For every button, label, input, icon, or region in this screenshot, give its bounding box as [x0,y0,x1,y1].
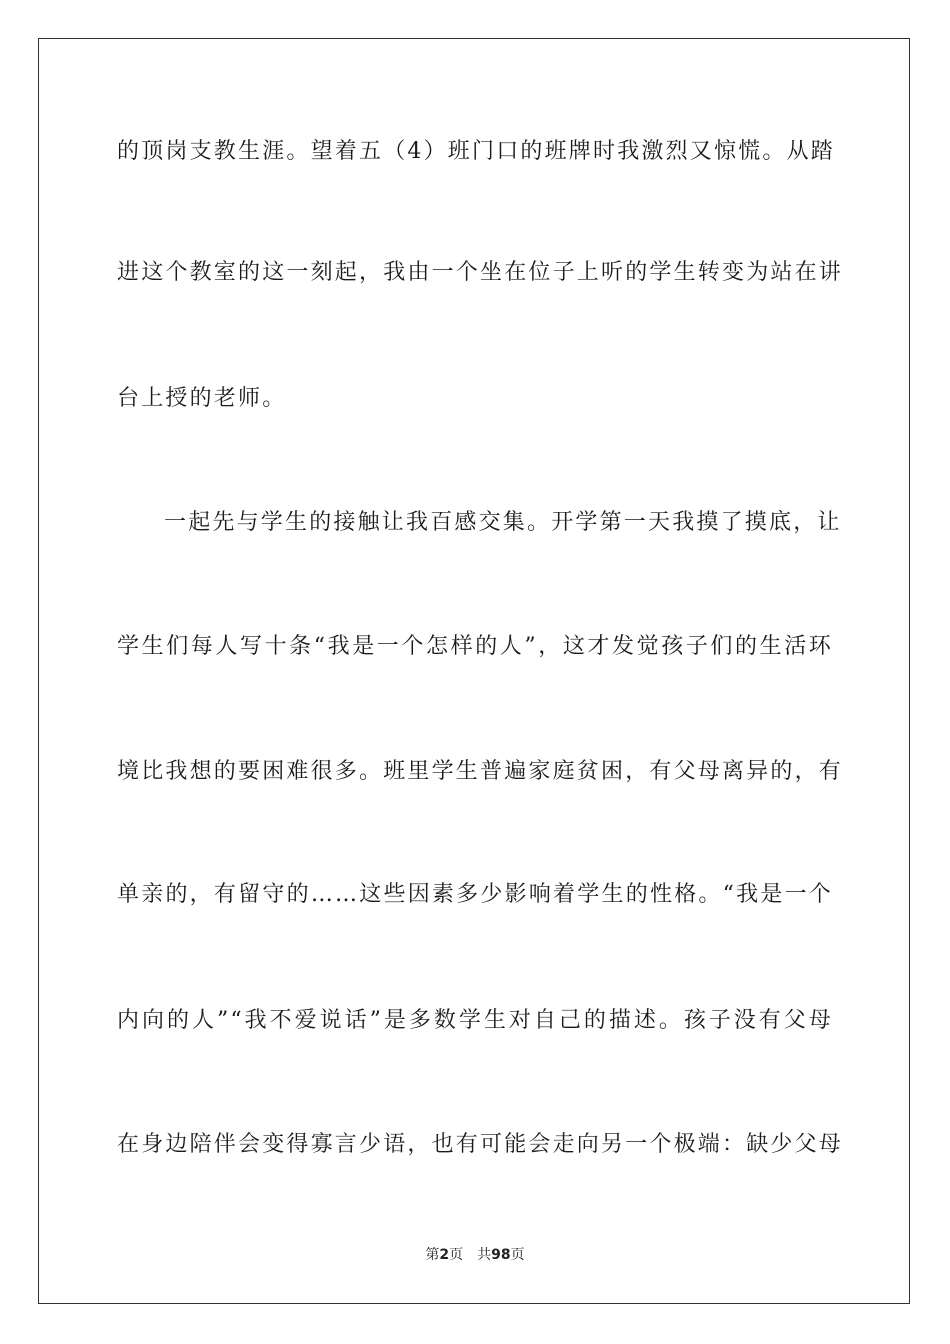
footer-page-suffix: 页 [449,1247,464,1263]
text-line-6: 境比我想的要困难很多。班里学生普遍家庭贫困，有父母离异的，有 [117,759,844,784]
text-line-3: 台上授的老师。 [117,386,287,411]
text-line-7: 单亲的，有留守的……这些因素多少影响着学生的性格。“我是一个 [117,882,833,907]
text-line-4-paragraph-start: 一起先与学生的接触让我百感交集。开学第一天我摸了摸底，让 [164,510,842,535]
page-border [38,38,910,1304]
page-footer [0,1245,950,1265]
footer-page-prefix: 第 [425,1247,440,1263]
footer-page-number: 2 [439,1247,450,1263]
text-line-1: 的顶岗支教生涯。望着五（4）班门口的班牌时我激烈又惊慌。从踏 [117,139,835,164]
text-line-9: 在身边陪伴会变得寡言少语，也有可能会走向另一个极端：缺少父母 [117,1132,844,1157]
text-line-5: 学生们每人写十条“我是一个怎样的人”，这才发觉孩子们的生活环 [117,634,833,659]
footer-total-pages: 98 [491,1247,511,1263]
footer-total-suffix: 页 [510,1247,525,1263]
footer-total-prefix: 共 [477,1247,492,1263]
text-line-8: 内向的人”“我不爱说话”是多数学生对自己的描述。孩子没有父母 [117,1008,833,1033]
text-line-2: 进这个教室的这一刻起，我由一个坐在位子上听的学生转变为站在讲 [117,260,844,285]
